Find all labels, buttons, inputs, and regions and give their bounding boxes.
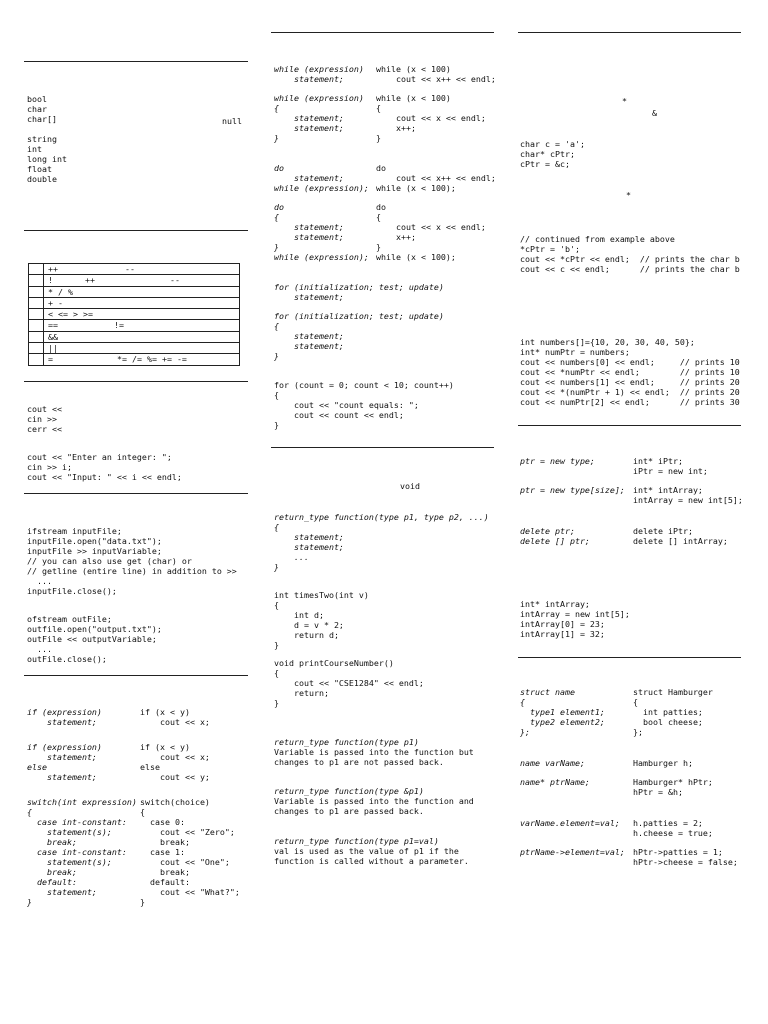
code-line: x++; xyxy=(376,123,416,133)
code-line: delete [] ptr; xyxy=(520,536,590,546)
asterisk-symbol: * xyxy=(626,190,631,200)
code-line: else xyxy=(27,762,47,772)
code-line: while (expression) xyxy=(274,93,364,103)
code-line: delete iPtr; xyxy=(633,526,693,536)
code-line: h.patties = 2; xyxy=(633,818,703,828)
code-line: if (x < y) xyxy=(140,742,190,752)
void-keyword: void xyxy=(400,481,420,491)
code-line: delete ptr; xyxy=(520,526,575,536)
struct-example xyxy=(633,687,713,737)
code-line: hPtr = &h; xyxy=(633,787,683,797)
code-line: struct Hamburger xyxy=(633,687,713,697)
section-rule xyxy=(24,675,248,676)
code-line: ptrName->element=val; xyxy=(520,847,625,857)
precedence-cell xyxy=(29,320,44,331)
code-line: statement; xyxy=(27,752,97,762)
operator-text: ++ xyxy=(48,264,58,274)
operator-cell xyxy=(44,275,240,286)
code-line: if (expression) xyxy=(27,742,102,752)
operator-text: != xyxy=(114,320,124,331)
precedence-cell xyxy=(29,343,44,354)
arrow-access-syntax xyxy=(520,847,625,857)
code-line: char[] xyxy=(27,114,57,124)
section-rule xyxy=(271,447,494,448)
for-block-syntax xyxy=(274,311,444,361)
code-line: for (initialization; test; update) xyxy=(274,282,444,292)
code-line: { xyxy=(27,807,32,817)
operator-text: -- xyxy=(170,275,180,286)
while-block-example xyxy=(376,93,486,143)
code-line: // you can also use get (char) or xyxy=(27,556,192,566)
precedence-cell xyxy=(29,309,44,320)
operator-text: < <= > >= xyxy=(48,309,93,320)
data-types-list xyxy=(27,94,67,184)
member-access-example xyxy=(633,818,713,838)
operator-text: ++ xyxy=(85,275,95,286)
null-keyword: null xyxy=(222,116,242,126)
precedence-cell xyxy=(29,286,44,297)
operator-row xyxy=(29,264,240,275)
while-block-syntax xyxy=(274,93,364,143)
operator-row xyxy=(29,309,240,320)
code-line: while (expression) xyxy=(274,64,364,74)
code-line: hPtr->patties = 1; xyxy=(633,847,723,857)
code-line: statement; xyxy=(27,717,97,727)
delete-syntax xyxy=(520,526,590,546)
code-line: }; xyxy=(633,727,643,737)
code-line: intArray = new int[5]; xyxy=(633,495,743,505)
code-line: Variable is passed into the function and xyxy=(274,796,474,806)
code-line: { xyxy=(274,600,279,610)
code-line: Hamburger h; xyxy=(633,758,693,768)
code-line: default: xyxy=(27,877,77,887)
code-line: statement; xyxy=(274,331,344,341)
do-while-block-syntax xyxy=(274,202,369,262)
operator-cell xyxy=(44,297,240,308)
code-line: cPtr = &c; xyxy=(520,159,570,169)
operator-row xyxy=(29,297,240,308)
code-line: intArray[1] = 32; xyxy=(520,629,605,639)
code-line: { xyxy=(376,103,381,113)
for-example xyxy=(274,380,454,430)
asterisk-symbol: * xyxy=(622,96,627,106)
code-line: statement; xyxy=(27,887,97,897)
array-pointer-example xyxy=(520,337,740,407)
code-line: h.cheese = true; xyxy=(633,828,713,838)
section-rule xyxy=(24,61,248,62)
code-line: cout << xyxy=(27,404,62,414)
code-line: int d; xyxy=(274,610,324,620)
operator-text: -- xyxy=(125,264,135,274)
code-line: cout << "What?"; xyxy=(140,887,240,897)
code-line: int* intArray; xyxy=(633,485,703,495)
code-line: ... xyxy=(274,552,309,562)
code-line: } xyxy=(140,897,145,907)
code-line: cin >> i; xyxy=(27,462,72,472)
code-line: while (x < 100) xyxy=(376,93,451,103)
code-line: cout << numbers[0] << endl; // prints 10 xyxy=(520,357,740,367)
code-line: { xyxy=(633,697,638,707)
section-rule xyxy=(24,230,248,231)
code-line: double xyxy=(27,174,57,184)
code-line: intArray[0] = 23; xyxy=(520,619,605,629)
code-line: do xyxy=(274,163,284,173)
code-line: ifstream inputFile; xyxy=(27,526,122,536)
code-line: statement; xyxy=(274,292,344,302)
code-line: break; xyxy=(27,867,77,877)
default-parameter xyxy=(274,836,469,866)
code-line: *cPtr = 'b'; xyxy=(520,244,580,254)
code-line: varName.element=val; xyxy=(520,818,620,828)
code-line: void printCourseNumber() xyxy=(274,658,394,668)
pointer-declaration-example xyxy=(520,139,585,169)
code-line: return d; xyxy=(274,630,339,640)
code-line: cout << numPtr[2] << endl; // prints 30 xyxy=(520,397,740,407)
code-line: default: xyxy=(140,877,190,887)
code-line: cout << "CSE1284" << endl; xyxy=(274,678,424,688)
code-line: break; xyxy=(27,837,77,847)
code-line: cout << "One"; xyxy=(140,857,230,867)
io-example xyxy=(27,452,182,482)
pass-by-value xyxy=(274,737,474,767)
struct-pointer-example xyxy=(633,777,713,797)
code-line: outFile << outputVariable; xyxy=(27,634,157,644)
code-line: // getline (entire line) in addition to >> xyxy=(27,566,237,576)
struct-variable-example xyxy=(633,758,693,768)
do-while-syntax xyxy=(274,163,369,193)
section-rule xyxy=(518,425,741,426)
pass-by-reference xyxy=(274,786,474,816)
operator-row xyxy=(29,331,240,342)
code-line: return_type function(type p1=val) xyxy=(274,836,439,846)
code-line: cout << *numPtr << endl; // prints 10 xyxy=(520,367,740,377)
switch-example xyxy=(140,797,240,907)
code-line: for (initialization; test; update) xyxy=(274,311,444,321)
code-line: cout << x; xyxy=(140,752,210,762)
code-line: ofstream outFile; xyxy=(27,614,112,624)
code-line: cout << "Input: " << i << endl; xyxy=(27,472,182,482)
code-line: } xyxy=(376,133,381,143)
code-line: delete [] intArray; xyxy=(633,536,728,546)
code-line: statement; xyxy=(274,173,344,183)
code-line: cout << "Zero"; xyxy=(140,827,235,837)
code-line: cout << x++ << endl; xyxy=(376,173,496,183)
precedence-cell xyxy=(29,297,44,308)
print-course-function xyxy=(274,658,424,708)
code-line: type1 element1; xyxy=(520,707,605,717)
code-line: char c = 'a'; xyxy=(520,139,585,149)
code-line: ptr = new type[size]; xyxy=(520,485,625,495)
code-line: while (expression); xyxy=(274,183,369,193)
code-line: { xyxy=(274,522,279,532)
operator-text: + - xyxy=(48,297,63,308)
struct-pointer-syntax xyxy=(520,777,590,787)
code-line: statement(s); xyxy=(27,857,112,867)
code-line: switch(choice) xyxy=(140,797,210,807)
code-line: } xyxy=(274,133,279,143)
while-example xyxy=(376,64,496,84)
precedence-cell xyxy=(29,264,44,275)
file-input-example xyxy=(27,526,237,596)
code-line: statement(s); xyxy=(27,827,112,837)
dynamic-array-example xyxy=(520,599,630,639)
operator-row xyxy=(29,354,240,365)
code-line: { xyxy=(274,668,279,678)
code-line: statement; xyxy=(274,113,344,123)
code-line: cout << "Enter an integer: "; xyxy=(27,452,172,462)
code-line: struct name xyxy=(520,687,575,697)
code-line: do xyxy=(376,163,386,173)
do-while-example xyxy=(376,163,496,193)
code-line: int patties; xyxy=(633,707,703,717)
code-line: cout << x << endl; xyxy=(376,113,486,123)
operator-text: == xyxy=(48,320,58,331)
arrow-access-example xyxy=(633,847,738,867)
code-line: return; xyxy=(274,688,329,698)
if-syntax xyxy=(27,707,102,727)
operator-cell xyxy=(44,286,240,297)
io-streams xyxy=(27,404,62,434)
code-line: iPtr = new int; xyxy=(633,466,708,476)
code-line: ... xyxy=(27,576,52,586)
code-line: } xyxy=(274,640,279,650)
times-two-function xyxy=(274,590,369,650)
code-line: while (x < 100); xyxy=(376,183,456,193)
new-array-example xyxy=(633,485,743,505)
code-line: function is called without a parameter. xyxy=(274,856,469,866)
code-line: }; xyxy=(520,727,530,737)
code-line: statement; xyxy=(27,772,97,782)
file-output-example xyxy=(27,614,162,664)
code-line: bool xyxy=(27,94,47,104)
code-line: int* numPtr = numbers; xyxy=(520,347,630,357)
code-line: { xyxy=(274,212,279,222)
code-line: string xyxy=(27,134,57,144)
while-syntax xyxy=(274,64,364,84)
code-line: statement; xyxy=(274,341,344,351)
code-line: do xyxy=(376,202,386,212)
code-line: long int xyxy=(27,154,67,164)
code-line: return_type function(type p1) xyxy=(274,737,419,747)
code-line: statement; xyxy=(274,542,344,552)
operator-cell xyxy=(44,309,240,320)
code-line: int* iPtr; xyxy=(633,456,683,466)
precedence-cell xyxy=(29,331,44,342)
code-line: { xyxy=(376,212,381,222)
code-line: // continued from example above xyxy=(520,234,675,244)
code-line: statement; xyxy=(274,74,344,84)
code-line: cout << count << endl; xyxy=(274,410,404,420)
code-line xyxy=(27,124,67,134)
delete-example xyxy=(633,526,728,546)
section-rule xyxy=(24,493,248,494)
code-line: while (x < 100) xyxy=(376,64,451,74)
if-else-example xyxy=(140,742,210,782)
code-line: ... xyxy=(27,644,52,654)
code-line: cout << x++ << endl; xyxy=(376,74,496,84)
switch-syntax xyxy=(27,797,137,907)
code-line: statement; xyxy=(274,222,344,232)
code-line: int timesTwo(int v) xyxy=(274,590,369,600)
operator-text: || xyxy=(48,343,58,354)
if-example xyxy=(140,707,210,727)
code-line: inputFile >> inputVariable; xyxy=(27,546,162,556)
section-rule xyxy=(271,32,494,33)
code-line: return_type function(type &p1) xyxy=(274,786,424,796)
precedence-cell xyxy=(29,275,44,286)
code-line: { xyxy=(520,697,525,707)
code-line: for (count = 0; count < 10; count++) xyxy=(274,380,454,390)
code-line: type2 element2; xyxy=(520,717,605,727)
code-line: ptr = new type; xyxy=(520,456,595,466)
code-line: changes to p1 are passed back. xyxy=(274,806,424,816)
code-line: } xyxy=(274,562,279,572)
new-array-syntax xyxy=(520,485,625,495)
code-line: while (x < 100); xyxy=(376,252,456,262)
code-line: statement; xyxy=(274,232,344,242)
new-syntax xyxy=(520,456,595,466)
code-line: else xyxy=(140,762,160,772)
code-line: x++; xyxy=(376,232,416,242)
member-access-syntax xyxy=(520,818,620,828)
code-line: case 1: xyxy=(140,847,185,857)
code-line: inputFile.close(); xyxy=(27,586,117,596)
code-line: return_type function(type p1, type p2, ...) xyxy=(274,512,489,522)
code-line: } xyxy=(274,420,279,430)
code-line: cout << *(numPtr + 1) << endl; // prints 20 xyxy=(520,387,740,397)
code-line: int xyxy=(27,144,42,154)
code-line: intArray = new int[5]; xyxy=(520,609,630,619)
code-line: name varName; xyxy=(520,758,585,768)
code-line: int numbers[]={10, 20, 30, 40, 50}; xyxy=(520,337,695,347)
operator-row xyxy=(29,275,240,286)
code-line: val is used as the value of p1 if the xyxy=(274,846,459,856)
code-line: hPtr->cheese = false; xyxy=(633,857,738,867)
code-line: cout << y; xyxy=(140,772,210,782)
new-example xyxy=(633,456,708,476)
operator-cell xyxy=(44,354,240,365)
struct-syntax xyxy=(520,687,605,737)
code-line: } xyxy=(274,351,279,361)
section-rule xyxy=(24,381,248,382)
ampersand-symbol: & xyxy=(652,108,657,118)
function-definition-syntax xyxy=(274,512,489,572)
code-line: { xyxy=(274,321,279,331)
operator-precedence-table xyxy=(28,263,240,366)
code-line: Variable is passed into the function but xyxy=(274,747,474,757)
operator-cell xyxy=(44,331,240,342)
code-line: break; xyxy=(140,867,190,877)
code-line: Hamburger* hPtr; xyxy=(633,777,713,787)
operator-row xyxy=(29,343,240,354)
code-line: d = v * 2; xyxy=(274,620,344,630)
code-line: while (expression); xyxy=(274,252,369,262)
code-line: case int-constant: xyxy=(27,817,127,827)
operator-cell xyxy=(44,264,240,275)
dereference-example xyxy=(520,234,740,274)
operator-cell xyxy=(44,343,240,354)
operator-text: ! xyxy=(48,275,53,286)
code-line: cout << "count equals: "; xyxy=(274,400,419,410)
code-line: outFile.close(); xyxy=(27,654,107,664)
operator-text: && xyxy=(48,331,58,342)
code-line: changes to p1 are not passed back. xyxy=(274,757,444,767)
code-line: } xyxy=(376,242,381,252)
code-line: bool cheese; xyxy=(633,717,703,727)
code-line: } xyxy=(27,897,32,907)
operator-row xyxy=(29,286,240,297)
struct-variable-syntax xyxy=(520,758,585,768)
code-line: cout << *cPtr << endl; // prints the char b xyxy=(520,254,740,264)
if-else-syntax xyxy=(27,742,102,782)
operator-row xyxy=(29,320,240,331)
code-line: char xyxy=(27,104,47,114)
code-line: } xyxy=(274,698,279,708)
code-line: cin >> xyxy=(27,414,57,424)
code-line: { xyxy=(274,390,279,400)
code-line: name* ptrName; xyxy=(520,777,590,787)
code-line: cout << x; xyxy=(140,717,210,727)
code-line: int* intArray; xyxy=(520,599,590,609)
code-line: { xyxy=(140,807,145,817)
operator-cell xyxy=(44,320,240,331)
operator-text: = xyxy=(48,354,53,365)
section-rule xyxy=(518,657,741,658)
code-line: cout << c << endl; // prints the char b xyxy=(520,264,740,274)
code-line: case int-constant: xyxy=(27,847,127,857)
code-line: outfile.open("output.txt"); xyxy=(27,624,162,634)
code-line: break; xyxy=(140,837,190,847)
section-rule xyxy=(518,32,741,33)
code-line: if (x < y) xyxy=(140,707,190,717)
code-line: float xyxy=(27,164,52,174)
code-line: if (expression) xyxy=(27,707,102,717)
code-line: cout << numbers[1] << endl; // prints 20 xyxy=(520,377,740,387)
code-line: } xyxy=(274,242,279,252)
precedence-cell xyxy=(29,354,44,365)
code-line: switch(int expression) xyxy=(27,797,137,807)
code-line: char* cPtr; xyxy=(520,149,575,159)
code-line: statement; xyxy=(274,532,344,542)
code-line: inputFile.open("data.txt"); xyxy=(27,536,162,546)
operator-text: *= /= %= += -= xyxy=(117,354,187,365)
code-line: { xyxy=(274,103,279,113)
code-line: do xyxy=(274,202,284,212)
do-while-block-example xyxy=(376,202,486,262)
for-syntax xyxy=(274,282,444,302)
code-line: case 0: xyxy=(140,817,185,827)
code-line: cerr << xyxy=(27,424,62,434)
code-line: statement; xyxy=(274,123,344,133)
code-line: cout << x << endl; xyxy=(376,222,486,232)
operator-text: * / % xyxy=(48,286,73,297)
